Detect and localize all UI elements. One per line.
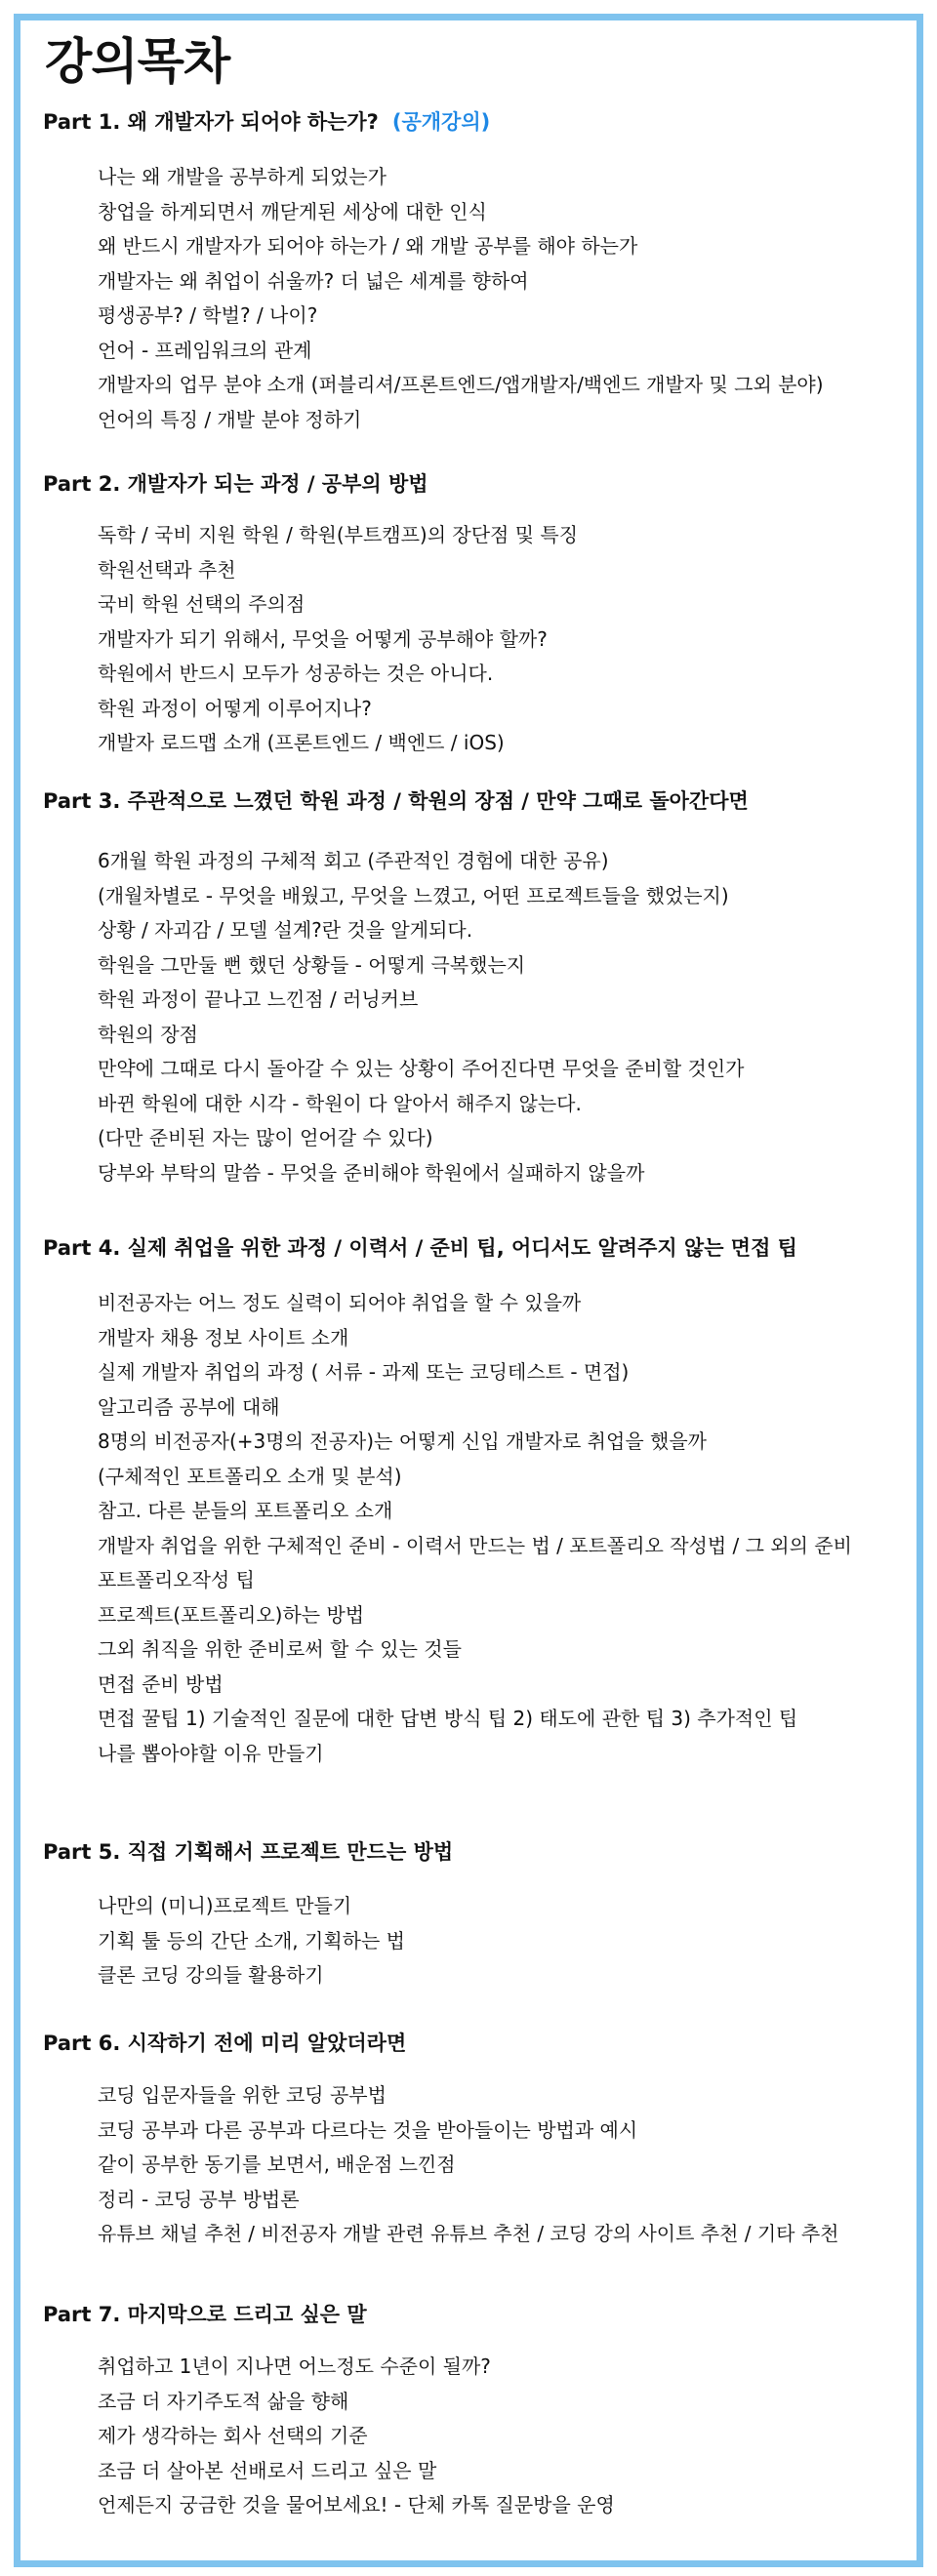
list-item: 제가 생각하는 회사 선택의 기준 <box>98 2419 910 2454</box>
list-item: 개발자는 왜 취업이 쉬울까? 더 넓은 세계를 향하여 <box>98 264 910 300</box>
part-heading-2 <box>43 469 428 499</box>
list-item: 언제든지 궁금한 것을 물어보세요! - 단체 카톡 질문방을 운영 <box>98 2488 910 2523</box>
part-heading-text: Part 2. 개발자가 되는 과정 / 공부의 방법 <box>43 472 428 496</box>
list-item: 기획 툴 등의 간단 소개, 기획하는 법 <box>98 1924 910 1959</box>
list-item: 나만의 (미니)프로젝트 만들기 <box>98 1889 910 1924</box>
list-item: 조금 더 살아본 선배로서 드리고 싶은 말 <box>98 2454 910 2489</box>
list-item-continuation: (개월차별로 - 무엇을 배웠고, 무엇을 느꼈고, 어떤 프로젝트들을 했었는지) <box>98 883 729 907</box>
list-item: 독학 / 국비 지원 학원 / 학원(부트캠프)의 장단점 및 특징 <box>98 518 910 553</box>
part-5-item-list <box>98 1889 910 1993</box>
list-item: 학원의 장점 <box>98 1018 910 1053</box>
list-item: 유튜브 채널 추천 / 비전공자 개발 관련 유튜브 추천 / 코딩 강의 사이트 추천 / 기타 추천 <box>98 2217 910 2252</box>
list-item: 개발자 취업을 위한 구체적인 준비 - 이력서 만드는 법 / 포트폴리오 작성법 / 그 외의 준비 <box>98 1529 910 1564</box>
list-item: 클론 코딩 강의들 활용하기 <box>98 1958 910 1993</box>
list-item: 학원 과정이 어떻게 이루어지나? <box>98 692 910 727</box>
list-item: 참고. 다른 분들의 포트폴리오 소개 <box>98 1494 910 1529</box>
part-heading-4 <box>43 1233 797 1263</box>
list-item: 코딩 공부과 다른 공부과 다르다는 것을 받아들이는 방법과 예시 <box>98 2113 910 2149</box>
list-item: 프로젝트(포트폴리오)하는 방법 <box>98 1598 910 1633</box>
list-item: 포트폴리오작성 팁 <box>98 1563 910 1598</box>
part-6-item-list <box>98 2078 910 2252</box>
part-heading-text: Part 3. 주관적으로 느꼈던 학원 과정 / 학원의 장점 / 만약 그때로 돌아간다면 <box>43 789 749 813</box>
list-item-text: 8명의 비전공자(+3명의 전공자)는 어떻게 신입 개발자로 취업을 했을까 <box>98 1429 707 1453</box>
list-item: 창업을 하게되면서 깨닫게된 세상에 대한 인식 <box>98 195 910 230</box>
part-heading-3 <box>43 786 749 816</box>
list-item: 그외 취직을 위한 준비로써 할 수 있는 것들 <box>98 1632 910 1668</box>
list-item: 학원선택과 추천 <box>98 553 910 588</box>
list-item: 나는 왜 개발을 공부하게 되었는가 <box>98 160 910 195</box>
list-item: 개발자 채용 정보 사이트 소개 <box>98 1321 910 1356</box>
list-item: 국비 학원 선택의 주의점 <box>98 587 910 623</box>
part-heading-6 <box>43 2029 406 2058</box>
list-item: 평생공부? / 학벌? / 나이? <box>98 299 910 334</box>
list-item-text: 바뀐 학원에 대한 시각 - 학원이 다 알아서 해주지 않는다. <box>98 1091 582 1115</box>
list-item-continuation: (다만 준비된 자는 많이 얻어갈 수 있다) <box>98 1126 433 1149</box>
list-item: 면접 꿀팁 1) 기술적인 질문에 대한 답변 방식 팁 2) 태도에 관한 팁 3) 추가적인 팁 <box>98 1702 910 1737</box>
list-item <box>98 1087 910 1156</box>
list-item: 만약에 그때로 다시 돌아갈 수 있는 상황이 주어진다면 무엇을 준비할 것인가 <box>98 1052 910 1087</box>
list-item: 개발자의 업무 분야 소개 (퍼블리셔/프론트엔드/앱개발자/백엔드 개발자 및 그외 분야) <box>98 368 910 403</box>
list-item: 정리 - 코딩 공부 방법론 <box>98 2183 910 2218</box>
list-item: 언어 - 프레임워크의 관계 <box>98 334 910 369</box>
list-item: 개발자가 되기 위해서, 무엇을 어떻게 공부해야 할까? <box>98 623 910 658</box>
list-item: 비전공자는 어느 정도 실력이 되어야 취업을 할 수 있을까 <box>98 1286 910 1321</box>
public-lecture-tag: (공개강의) <box>391 110 491 134</box>
list-item: 같이 공부한 동기를 보면서, 배운점 느낀점 <box>98 2148 910 2183</box>
part-7-item-list <box>98 2350 910 2523</box>
list-item: 개발자 로드맵 소개 (프론트엔드 / 백엔드 / iOS) <box>98 726 910 761</box>
part-heading-text: Part 4. 실제 취업을 위한 과정 / 이력서 / 준비 팁, 어디서도 알려주지 않는 면접 팁 <box>43 1236 797 1260</box>
part-2-item-list <box>98 518 910 761</box>
list-item: 학원에서 반드시 모두가 성공하는 것은 아니다. <box>98 657 910 692</box>
list-item: 학원을 그만둘 뻔 했던 상황들 - 어떻게 극복했는지 <box>98 948 910 984</box>
part-heading-text: Part 5. 직접 기획해서 프로젝트 만드는 방법 <box>43 1840 454 1864</box>
list-item: 당부와 부탁의 말씀 - 무엇을 준비해야 학원에서 실패하지 않을까 <box>98 1156 910 1191</box>
part-1-item-list <box>98 160 910 437</box>
list-item: 코딩 입문자들을 위한 코딩 공부법 <box>98 2078 910 2113</box>
part-heading-1 <box>43 107 490 137</box>
page-title: 강의목차 <box>45 33 230 90</box>
part-heading-7 <box>43 2300 367 2329</box>
list-item: 취업하고 1년이 지나면 어느정도 수준이 될까? <box>98 2350 910 2385</box>
list-item <box>98 1425 910 1494</box>
list-item-text: 6개월 학원 과정의 구체적 회고 (주관적인 경험에 대한 공유) <box>98 849 609 872</box>
list-item: 학원 과정이 끝나고 느낀점 / 러닝커브 <box>98 983 910 1018</box>
list-item: 왜 반드시 개발자가 되어야 하는가 / 왜 개발 공부를 해야 하는가 <box>98 229 910 264</box>
list-item <box>98 844 910 913</box>
list-item: 실제 개발자 취업의 과정 ( 서류 - 과제 또는 코딩테스트 - 면접) <box>98 1355 910 1390</box>
part-heading-5 <box>43 1837 453 1867</box>
list-item: 상황 / 자괴감 / 모델 설계?란 것을 알게되다. <box>98 913 910 948</box>
part-3-item-list <box>98 844 910 1190</box>
list-item: 면접 준비 방법 <box>98 1668 910 1703</box>
list-item: 나를 뽑아야할 이유 만들기 <box>98 1737 910 1772</box>
part-heading-text: Part 1. 왜 개발자가 되어야 하는가? <box>43 110 379 134</box>
list-item: 조금 더 자기주도적 삶을 향해 <box>98 2385 910 2420</box>
list-item: 알고리즘 공부에 대해 <box>98 1390 910 1426</box>
list-item: 언어의 특징 / 개발 분야 정하기 <box>98 403 910 438</box>
list-item-continuation: (구체적인 포트폴리오 소개 및 분석) <box>98 1464 402 1488</box>
part-heading-text: Part 7. 마지막으로 드리고 싶은 말 <box>43 2303 367 2326</box>
part-4-item-list <box>98 1286 910 1771</box>
part-heading-text: Part 6. 시작하기 전에 미리 알았더라면 <box>43 2032 407 2055</box>
